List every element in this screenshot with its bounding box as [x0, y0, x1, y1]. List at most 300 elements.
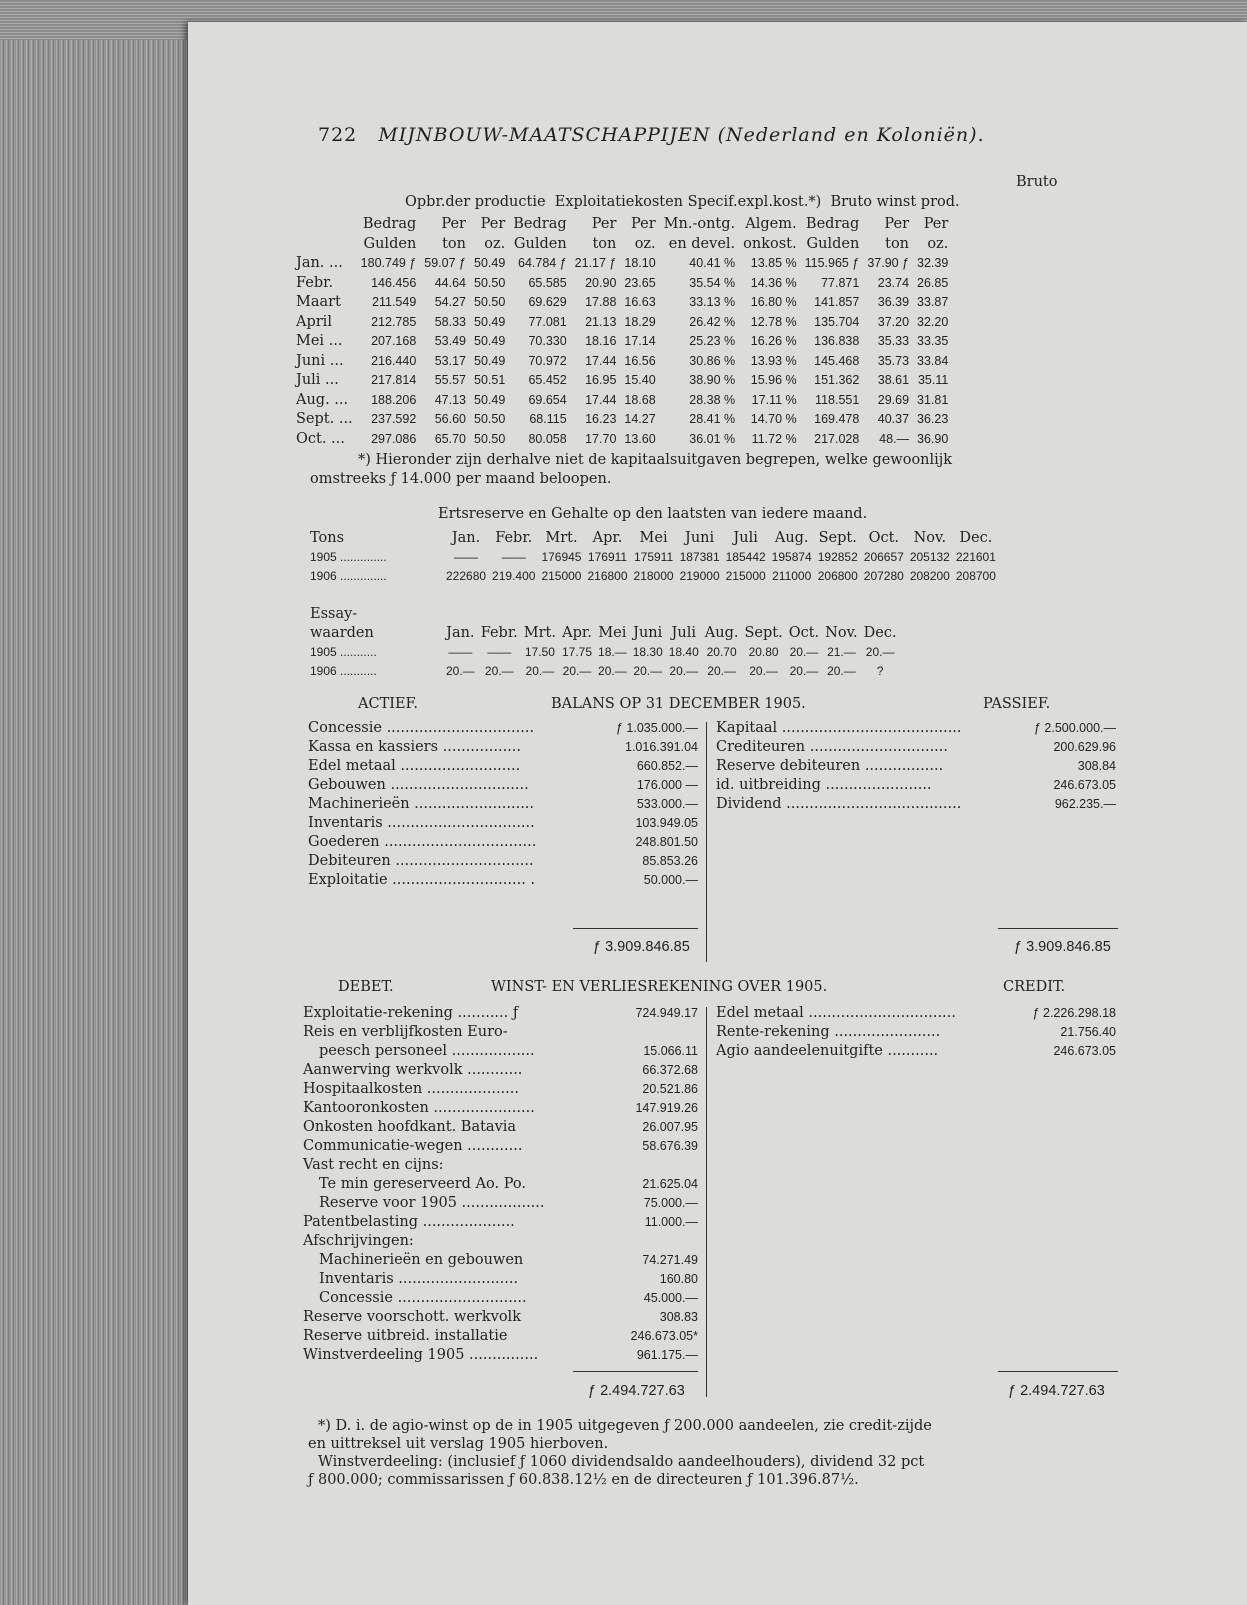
grid-header-row	[310, 624, 900, 643]
table-cell: 13.93 %	[750, 353, 797, 368]
debet-entry	[303, 1004, 698, 1023]
column-header: Algem.	[745, 216, 797, 232]
month-header: Dec.	[959, 530, 993, 546]
tons-table	[310, 529, 999, 586]
entry-value: 58.676.39	[642, 1139, 698, 1153]
entry-value: 660.852.—	[636, 759, 698, 773]
month-header: Dec.	[863, 625, 897, 641]
month-label: Sept. ...	[296, 411, 353, 427]
passief-total: ƒ 3.909.846.85	[1014, 939, 1111, 955]
entry-label: peesch personeel ..................	[319, 1043, 535, 1059]
balans-title: BALANS OP 31 DECEMBER 1905.	[551, 696, 806, 712]
table-row	[296, 254, 952, 274]
month-header: Oct.	[788, 625, 820, 641]
table-row	[296, 391, 952, 411]
table-cell: 211.549	[372, 295, 417, 309]
entry-label: Patentbelasting ....................	[303, 1214, 515, 1230]
column-header: onkost.	[743, 235, 797, 252]
entry-label: Exploitatie ............................. .	[308, 872, 536, 888]
table-cell: 47.13	[434, 392, 466, 407]
entry-value: 962.235.—	[1054, 797, 1116, 811]
entry-value: 308.84	[1077, 759, 1116, 773]
entry-label: Reis en verblijfkosten Euro-	[303, 1024, 508, 1040]
entry-label: Agio aandeelenuitgifte ...........	[716, 1043, 939, 1059]
entry-label: Aanwerving werkvolk ............	[303, 1062, 523, 1078]
table-cell: 33.35	[917, 334, 949, 348]
table-cell: 16.23	[585, 412, 617, 426]
footnote-line: ƒ 800.000; commissarissen ƒ 60.838.12½ en de directeuren ƒ 101.396.87½.	[308, 1472, 859, 1488]
entry-label: Crediteuren ..............................	[716, 739, 949, 755]
table-cell: 68.115	[529, 412, 567, 426]
month-header: Nov.	[913, 530, 947, 546]
table-cell: 188.206	[371, 392, 417, 407]
column-header: ton	[442, 235, 466, 252]
column-header: Per	[631, 216, 656, 232]
table-row	[296, 332, 952, 352]
book-page-edges	[0, 0, 200, 1605]
column-header: Mn.-ontg.	[663, 216, 736, 232]
production-header-row	[296, 215, 952, 235]
production-footnote-line2: omstreeks ƒ 14.000 per maand beloopen.	[310, 471, 612, 487]
entry-label: Vast recht en cijns:	[303, 1157, 444, 1173]
month-header: Febr.	[495, 530, 533, 546]
column-header: oz.	[634, 235, 656, 252]
entry-value: 11.000.—	[644, 1215, 698, 1229]
table-cell: 205132	[909, 550, 950, 564]
table-cell: 17.75	[562, 645, 593, 659]
table-cell: 13.85 %	[750, 256, 797, 270]
production-head-groups: Opbr.der productie Exploitatiekosten Specif.expl.kost.*) Bruto winst prod.	[405, 194, 960, 210]
grid-header-row	[310, 605, 900, 624]
table-cell: 13.60	[624, 431, 656, 446]
table-cell: 37.20	[877, 314, 910, 329]
table-cell: 26.42 %	[689, 314, 736, 329]
table-cell: 185442	[725, 550, 766, 564]
month-label: Juli ...	[296, 372, 339, 388]
column-header: Gulden	[513, 235, 567, 252]
table-cell: 50.50	[474, 295, 506, 309]
debet-entry	[303, 1213, 698, 1232]
table-cell: 26.85	[917, 275, 949, 290]
month-header: Febr.	[480, 625, 518, 641]
entry-value: 160.80	[659, 1272, 698, 1286]
month-label: Mei ...	[296, 333, 343, 349]
month-header: Apr.	[592, 530, 623, 546]
table-cell: 35.33	[877, 334, 910, 348]
column-header: ton	[592, 235, 617, 252]
entry-label: Reserve debiteuren .................	[716, 758, 944, 774]
entry-label: Inventaris ..........................	[319, 1271, 519, 1287]
table-cell: 18.10	[624, 256, 656, 270]
table-row	[296, 313, 952, 333]
winst-divider	[706, 1007, 707, 1397]
column-header: en devel.	[668, 235, 736, 252]
table-cell: 38.61	[877, 373, 910, 387]
entry-label: Reserve voor 1905 ..................	[319, 1195, 545, 1211]
production-head-bruto: Bruto	[1016, 174, 1058, 190]
table-cell: 207.168	[371, 334, 417, 348]
table-cell: 80.058	[528, 431, 567, 446]
actief-entry	[308, 757, 698, 776]
winst-debet-head: DEBET.	[338, 979, 394, 995]
table-cell: 17.11 %	[751, 392, 797, 407]
debet-entry	[303, 1118, 698, 1137]
column-header: Per	[591, 216, 617, 232]
table-cell: 195874	[771, 550, 812, 564]
table-cell: 21.—	[827, 645, 856, 659]
entry-value: 176.000 —	[636, 778, 698, 792]
table-cell: 65.585	[528, 275, 567, 290]
table-cell: 69.654	[528, 392, 567, 407]
table-row	[310, 567, 999, 586]
table-cell: 216.440	[371, 353, 417, 368]
table-cell: 50.50	[474, 412, 506, 426]
entry-value: 75.000.—	[643, 1196, 698, 1210]
entry-value: 246.673.05	[1053, 778, 1116, 792]
table-cell: 23.74	[877, 275, 910, 290]
table-cell: 37.90 ƒ	[867, 256, 910, 270]
page-header	[318, 124, 985, 146]
year-label: 1906 ...........	[310, 664, 377, 678]
table-cell: 48.—	[879, 431, 910, 446]
debet-entry	[303, 1080, 698, 1099]
table-cell: 208700	[955, 569, 996, 583]
table-cell: ——	[448, 645, 473, 659]
table-cell: 33.84	[917, 353, 949, 368]
table-cell: 15.96 %	[750, 373, 797, 387]
table-cell: 64.784 ƒ	[518, 256, 567, 270]
page-title: MIJNBOUW-MAATSCHAPPIJEN (Nederland en Koloniën).	[378, 124, 985, 146]
entry-label: Exploitatie-rekening ........... ƒ	[303, 1005, 519, 1021]
table-cell: 217.814	[371, 373, 417, 387]
table-cell: 55.57	[434, 373, 466, 387]
table-cell: 151.362	[814, 373, 860, 387]
column-header: oz.	[927, 235, 949, 252]
table-cell: 50.49	[474, 334, 506, 348]
winst-title: WINST- EN VERLIESREKENING OVER 1905.	[491, 979, 828, 995]
table-cell: 176945	[541, 550, 582, 564]
table-cell: 17.44	[585, 353, 617, 368]
table-row	[296, 293, 952, 313]
page-number: 722	[318, 124, 358, 146]
table-cell: 23.65	[624, 275, 656, 290]
table-cell: 146.456	[371, 275, 417, 290]
table-cell: 12.78 %	[750, 314, 797, 329]
entry-value: 724.949.17	[635, 1006, 698, 1020]
balans-actief-list	[308, 719, 698, 890]
debet-entry	[303, 1099, 698, 1118]
table-cell: 58.33	[434, 314, 466, 329]
table-cell: 77.871	[821, 275, 860, 290]
entry-label: Edel metaal ................................	[716, 1005, 956, 1021]
entry-label: Rente-rekening .......................	[716, 1024, 941, 1040]
column-header: Bedrag	[513, 216, 567, 232]
table-cell: ——	[454, 550, 479, 564]
entry-label: Machinerieën en gebouwen	[319, 1252, 524, 1268]
production-footnote-line1: *) Hieronder zijn derhalve niet de kapitaalsuitgaven begrepen, welke gewoonlijk	[358, 452, 953, 468]
debet-entry	[303, 1346, 698, 1365]
table-cell: 145.468	[814, 353, 860, 368]
actief-entry	[308, 833, 698, 852]
table-cell: 33.87	[917, 295, 949, 309]
debet-entry	[303, 1251, 698, 1270]
month-header: Sept.	[744, 625, 783, 641]
column-header: Gulden	[806, 235, 860, 252]
table-cell: 36.01 %	[689, 431, 736, 446]
month-header: Apr.	[562, 625, 592, 641]
year-label: 1905 ..............	[310, 550, 387, 564]
footnote-line: Winstverdeeling: (inclusief ƒ 1060 dividendsaldo aandeelhouders), dividend 32 pct	[318, 1454, 925, 1470]
entry-value: 248.801.50	[635, 835, 698, 849]
debet-entry	[303, 1061, 698, 1080]
table-cell: 69.629	[528, 295, 567, 309]
production-header-row	[296, 235, 952, 255]
table-cell: 20.—	[525, 664, 555, 678]
grid-row-label: Essay-	[310, 606, 358, 622]
credit-entry	[716, 1004, 1116, 1023]
table-cell: 20.—	[598, 664, 627, 678]
table-cell: 36.23	[917, 412, 949, 426]
entry-value: 1.016.391.04	[625, 740, 698, 754]
table-cell: 31.81	[917, 392, 949, 407]
table-cell: 175911	[633, 550, 674, 564]
year-label: 1905 ...........	[310, 645, 377, 659]
table-cell: 20.—	[789, 645, 819, 659]
table-cell: 14.36 %	[750, 275, 797, 290]
table-cell: 56.60	[434, 412, 466, 426]
table-cell: 32.20	[917, 314, 949, 329]
table-cell: 50.49	[474, 392, 506, 407]
table-cell: 40.41 %	[689, 256, 736, 270]
month-header: Juni	[685, 530, 715, 546]
table-cell: 18.68	[624, 392, 656, 407]
table-cell: 176911	[587, 550, 628, 564]
entry-value: 200.629.96	[1053, 740, 1116, 754]
debet-entry	[303, 1232, 698, 1251]
entry-value: 74.271.49	[642, 1253, 698, 1267]
row-label-spacer	[296, 235, 357, 255]
month-label: Aug. ...	[296, 391, 349, 408]
entry-label: Hospitaalkosten ....................	[303, 1081, 519, 1097]
table-cell: 136.838	[814, 334, 860, 348]
table-cell: 222680	[446, 569, 487, 583]
actief-entry	[308, 795, 698, 814]
table-cell: 20.—	[633, 664, 663, 678]
table-row	[296, 430, 952, 450]
actief-entry	[308, 814, 698, 833]
table-cell: 20.—	[446, 664, 475, 678]
table-cell: 54.27	[434, 295, 466, 309]
entry-value: 308.83	[659, 1310, 698, 1324]
table-cell: 65.452	[528, 373, 567, 387]
entry-value: ƒ 1.035.000.—	[615, 721, 698, 735]
entry-label: id. uitbreiding .......................	[716, 777, 932, 793]
entry-value: ƒ 2.226.298.18	[1032, 1006, 1116, 1020]
passief-entry	[716, 776, 1116, 795]
month-header: Aug.	[704, 625, 739, 641]
column-header: ton	[885, 235, 910, 252]
table-cell: 18.40	[668, 645, 699, 659]
actief-entry	[308, 852, 698, 871]
table-row	[296, 371, 952, 391]
month-label: Jan. ...	[296, 255, 343, 271]
entry-value: 147.919.26	[635, 1101, 698, 1115]
month-label: Juni ...	[296, 352, 344, 369]
table-cell: 16.26 %	[750, 334, 797, 348]
entry-label: Kantooronkosten ......................	[303, 1100, 535, 1116]
grid-header-row	[310, 529, 999, 548]
table-cell: 29.69	[877, 392, 910, 407]
balans-passief-head: PASSIEF.	[983, 696, 1051, 712]
table-cell: 16.80 %	[750, 295, 797, 309]
month-header: Nov.	[825, 625, 858, 641]
table-cell: 17.44	[585, 392, 617, 407]
month-header: Juli	[733, 530, 758, 546]
month-header: Mei	[598, 625, 627, 641]
table-cell: 115.965 ƒ	[804, 256, 860, 270]
entry-label: Edel metaal ..........................	[308, 758, 521, 774]
table-row	[296, 352, 952, 372]
month-header: Jan.	[451, 530, 481, 546]
balans-divider	[706, 722, 707, 962]
table-cell: 15.40	[624, 373, 656, 387]
table-cell: 192852	[817, 550, 858, 564]
column-header: Bedrag	[362, 216, 417, 232]
debet-entry	[303, 1042, 698, 1061]
table-cell: 206657	[863, 550, 904, 564]
table-cell: 17.50	[524, 645, 555, 659]
debet-entry	[303, 1308, 698, 1327]
entry-value: 85.853.26	[642, 854, 698, 868]
book-page	[188, 22, 1247, 1605]
entry-value: 961.175.—	[636, 1348, 698, 1362]
entry-value: 15.066.11	[643, 1044, 698, 1058]
table-cell: 216800	[587, 569, 628, 583]
year-label: 1906 ..............	[310, 569, 387, 583]
entry-value: 50.000.—	[643, 873, 698, 887]
credit-entry	[716, 1023, 1116, 1042]
month-header: Juni	[633, 625, 663, 641]
entry-label: Gebouwen ..............................	[308, 777, 529, 793]
entry-value: 103.949.05	[635, 816, 698, 830]
table-cell: 14.70 %	[750, 412, 797, 426]
row-label-spacer	[296, 215, 357, 235]
month-header: Sept.	[818, 530, 857, 546]
table-cell: 17.88	[585, 295, 617, 309]
table-cell: 217.028	[814, 431, 860, 446]
table-cell: 36.39	[877, 295, 910, 309]
table-cell: 50.50	[474, 431, 506, 446]
column-header: Per	[441, 216, 466, 232]
table-cell: 14.27	[624, 412, 656, 426]
entry-label: Concessie ................................	[308, 720, 535, 736]
balans-passief-list	[716, 719, 1116, 814]
table-cell: 59.07 ƒ	[424, 256, 466, 270]
table-cell: 53.49	[434, 334, 466, 348]
entry-label: Kassa en kassiers .................	[308, 739, 522, 755]
table-cell: ?	[876, 664, 884, 678]
table-cell: 18.30	[632, 645, 663, 659]
credit-total-rule	[998, 1371, 1118, 1372]
footnotes	[308, 1417, 1128, 1489]
month-header: Mrt.	[523, 625, 556, 641]
table-cell: 20.—	[865, 645, 895, 659]
table-cell: 212.785	[371, 314, 417, 329]
table-cell: 20.—	[669, 664, 699, 678]
column-header: Per	[884, 216, 910, 232]
passief-entry	[716, 719, 1116, 738]
entry-label: Goederen .................................	[308, 834, 537, 850]
entry-value: 246.673.05	[1053, 1044, 1116, 1058]
debet-entry	[303, 1289, 698, 1308]
table-cell: 20.—	[749, 664, 778, 678]
debet-entry	[303, 1023, 698, 1042]
entry-label: Te min gereserveerd Ao. Po.	[319, 1176, 526, 1192]
entry-label: Inventaris ................................	[308, 815, 535, 831]
passief-total-rule	[998, 928, 1118, 929]
month-label: Febr.	[296, 274, 334, 291]
actief-entry	[308, 738, 698, 757]
entry-label: Reserve uitbreid. installatie	[303, 1328, 508, 1344]
table-cell: 44.64	[434, 275, 466, 290]
table-cell: 28.38 %	[689, 392, 736, 407]
table-cell: 20.—	[827, 664, 856, 678]
grid-row-label: waarden	[310, 625, 374, 641]
table-row	[310, 643, 900, 662]
entry-label: Reserve voorschott. werkvolk	[303, 1309, 521, 1325]
table-cell: 211000	[772, 569, 812, 583]
table-cell: 17.14	[624, 334, 656, 348]
debet-total: ƒ 2.494.727.63	[588, 1383, 685, 1399]
debet-entry	[303, 1137, 698, 1156]
table-cell: 25.23 %	[689, 334, 736, 348]
table-cell: 219000	[679, 569, 720, 583]
actief-entry	[308, 871, 698, 890]
entry-label: Communicatie-wegen ............	[303, 1138, 523, 1154]
table-cell: 50.51	[474, 373, 506, 387]
table-cell: 77.081	[528, 314, 567, 329]
footnote-line: en uittreksel uit verslag 1905 hierboven.	[308, 1436, 609, 1452]
entry-value: 66.372.68	[642, 1063, 698, 1077]
table-row	[310, 662, 900, 681]
table-row	[310, 548, 999, 567]
table-cell: 50.49	[474, 353, 506, 368]
month-label: Maart	[296, 294, 341, 310]
table-cell: 169.478	[814, 412, 860, 426]
table-cell: 208200	[909, 569, 950, 583]
grid-row-label: Tons	[310, 530, 345, 546]
debet-entry	[303, 1270, 698, 1289]
table-cell: 219.400	[492, 569, 536, 583]
month-header: Aug.	[774, 530, 809, 546]
table-cell: 20.—	[562, 664, 592, 678]
table-cell: 40.37	[877, 412, 910, 426]
table-cell: 16.95	[585, 373, 617, 387]
table-cell: 20.—	[484, 664, 514, 678]
table-cell: 20.—	[789, 664, 819, 678]
table-cell: 16.63	[624, 295, 656, 309]
winst-debet-list	[303, 1004, 698, 1365]
table-cell: 18.—	[598, 645, 627, 659]
credit-entry	[716, 1042, 1116, 1061]
entry-label: Concessie ............................	[319, 1290, 527, 1306]
table-cell: 21.13	[585, 314, 617, 329]
entry-label: Onkosten hoofdkant. Batavia	[303, 1119, 517, 1135]
table-cell: 65.70	[434, 431, 466, 446]
table-cell: 221601	[955, 550, 996, 564]
table-cell: 50.49	[474, 314, 506, 329]
table-cell: 20.—	[707, 664, 736, 678]
